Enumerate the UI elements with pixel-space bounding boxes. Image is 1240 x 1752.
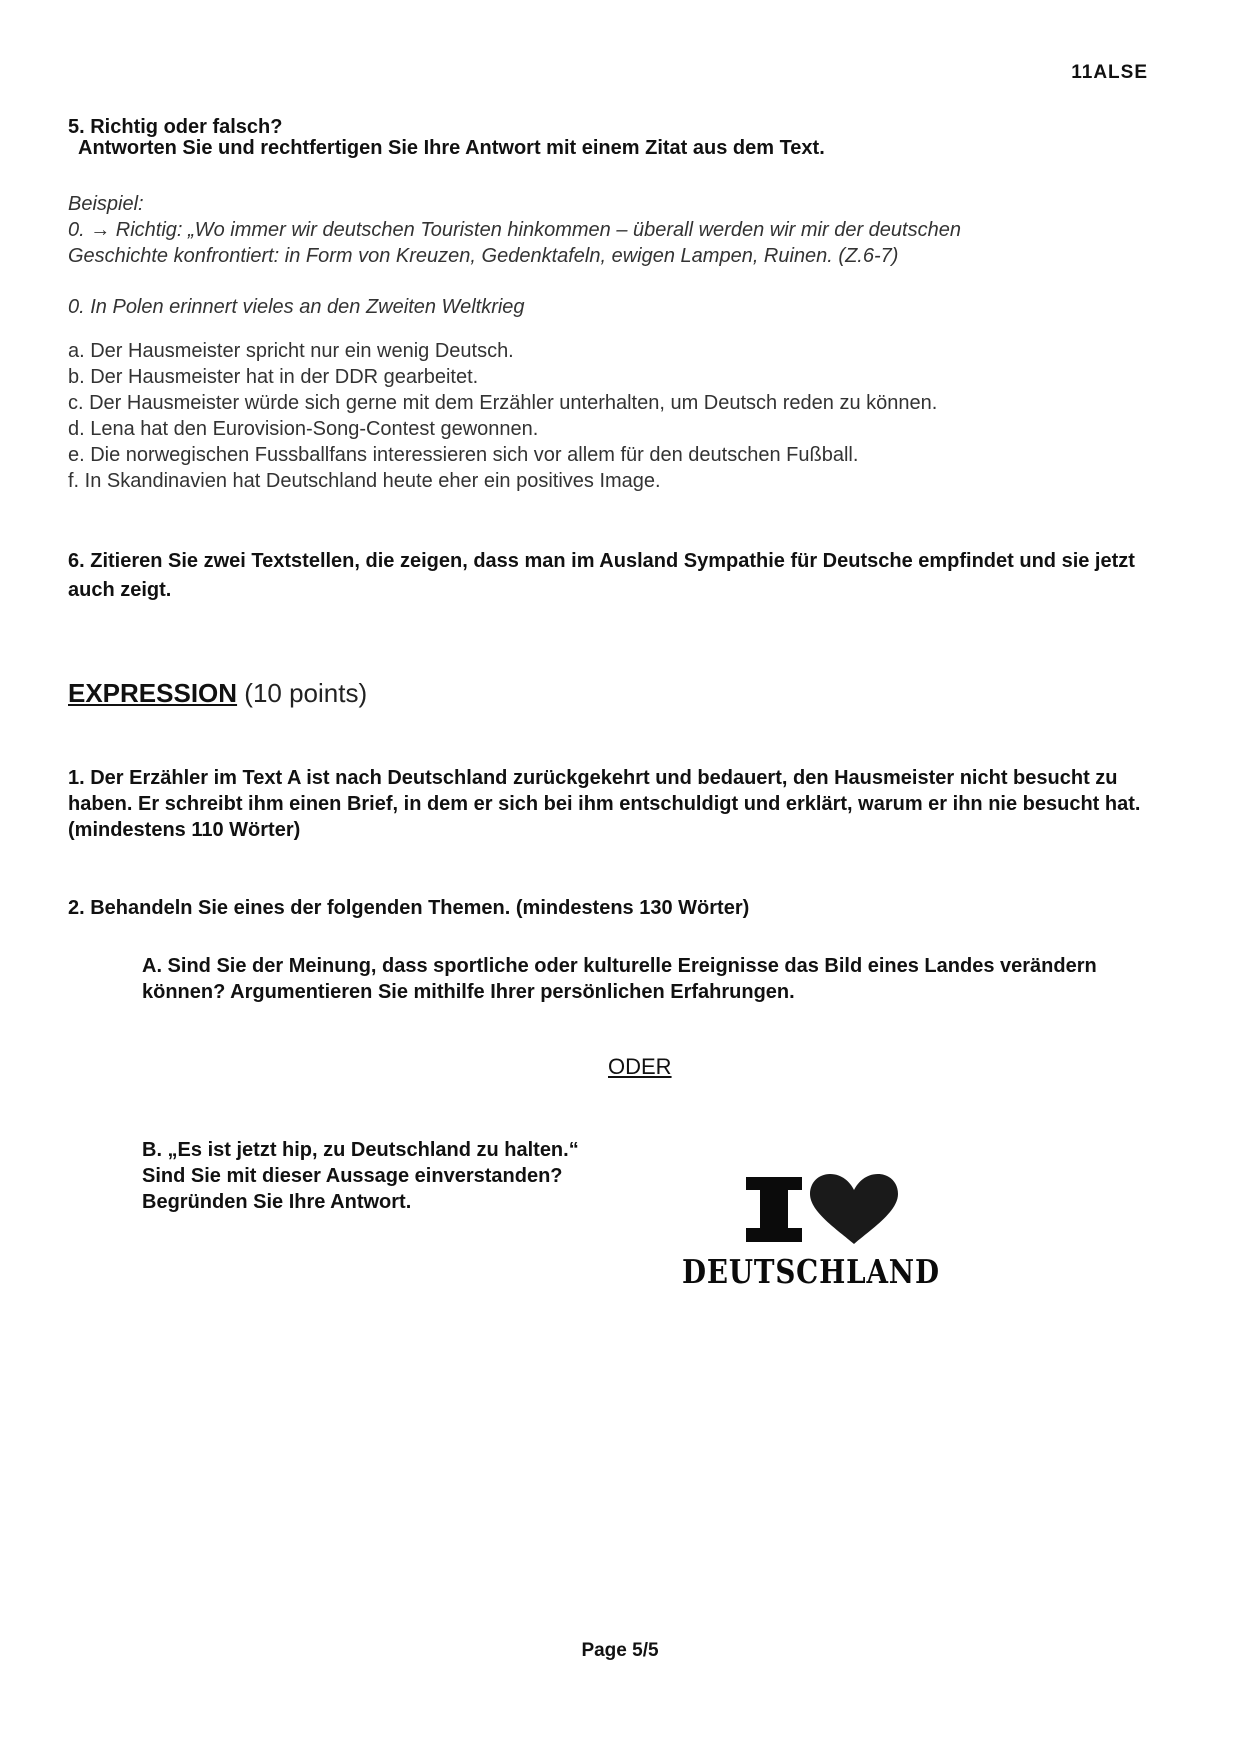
section-6-question: 6. Zitieren Sie zwei Textstellen, die zeigen, dass man im Ausland Sympathie für Deutsche empfindet und sie jetzt auch zeigt. [68,550,1135,601]
example-answer-line-1: 0. → Richtig: „Wo immer wir deutschen Touristen hinkommen – überall werden wir mir der deutschen [68,219,961,241]
option-b-question: Sind Sie mit dieser Aussage einverstanden? [142,1165,563,1187]
page-number: Page 5/5 [581,1640,659,1661]
logo-wordmark: DEUTSCHLAND [682,1252,940,1291]
option-a: A. Sind Sie der Meinung, dass sportliche oder kulturelle Ereignisse das Bild eines Landes verändern können? Argumentieren Sie mithilfe Ihrer persönlichen Erfahrungen. [142,955,1097,1003]
option-b [142,1137,702,1215]
statement-item-e: e. Die norwegischen Fussballfans interessieren sich vor allem für den deutschen Fußball. [68,444,859,466]
logo-graphic [670,1160,970,1260]
expression-title: EXPRESSION [68,678,238,708]
document-code: 11ALSE [1071,62,1148,83]
expression-points: (10 points) [244,678,368,708]
section-5-title: 5. Richtig oder falsch? [68,116,283,138]
statement-item-d: d. Lena hat den Eurovision-Song-Contest gewonnen. [68,418,539,440]
example-statement: 0. In Polen erinnert vieles an den Zweiten Weltkrieg [68,296,525,318]
heart-icon [810,1174,898,1244]
statement-list [68,338,937,494]
expression-heading [68,678,367,709]
section-5-instruction: Antworten Sie und rechtfertigen Sie Ihre Antwort mit einem Zitat aus dem Text. [78,137,825,159]
example-answer-line-2: Geschichte konfrontiert: in Form von Kreuzen, Gedenktafeln, ewigen Lampen, Ruinen. (Z.6-7) [68,245,899,267]
statement-item-a: a. Der Hausmeister spricht nur ein wenig Deutsch. [68,340,514,362]
oder-separator: ODER [608,1054,672,1079]
expression-task-2: 2. Behandeln Sie eines der folgenden Themen. (mindestens 130 Wörter) [68,897,750,919]
option-b-instruction: Begründen Sie Ihre Antwort. [142,1191,412,1213]
statement-item-b: b. Der Hausmeister hat in der DDR gearbeitet. [68,366,479,388]
letter-i [746,1177,802,1242]
example-label: Beispiel: [68,193,144,215]
statement-item-c: c. Der Hausmeister würde sich gerne mit dem Erzähler unterhalten, um Deutsch reden zu können. [68,392,938,414]
expression-task-1: 1. Der Erzähler im Text A ist nach Deutschland zurückgekehrt und bedauert, den Hausmeister nicht besucht zu haben. Er schreibt ihm einen Brief, in dem er sich bei ihm entschuldigt und erklärt, warum er ihn nie besucht hat. (mindestens 110 Wörter) [68,767,1141,841]
statement-item-f: f. In Skandinavien hat Deutschland heute eher ein positives Image. [68,470,661,492]
example-answer [68,217,1148,269]
option-b-quote: B. „Es ist jetzt hip, zu Deutschland zu halten.“ [142,1139,579,1161]
